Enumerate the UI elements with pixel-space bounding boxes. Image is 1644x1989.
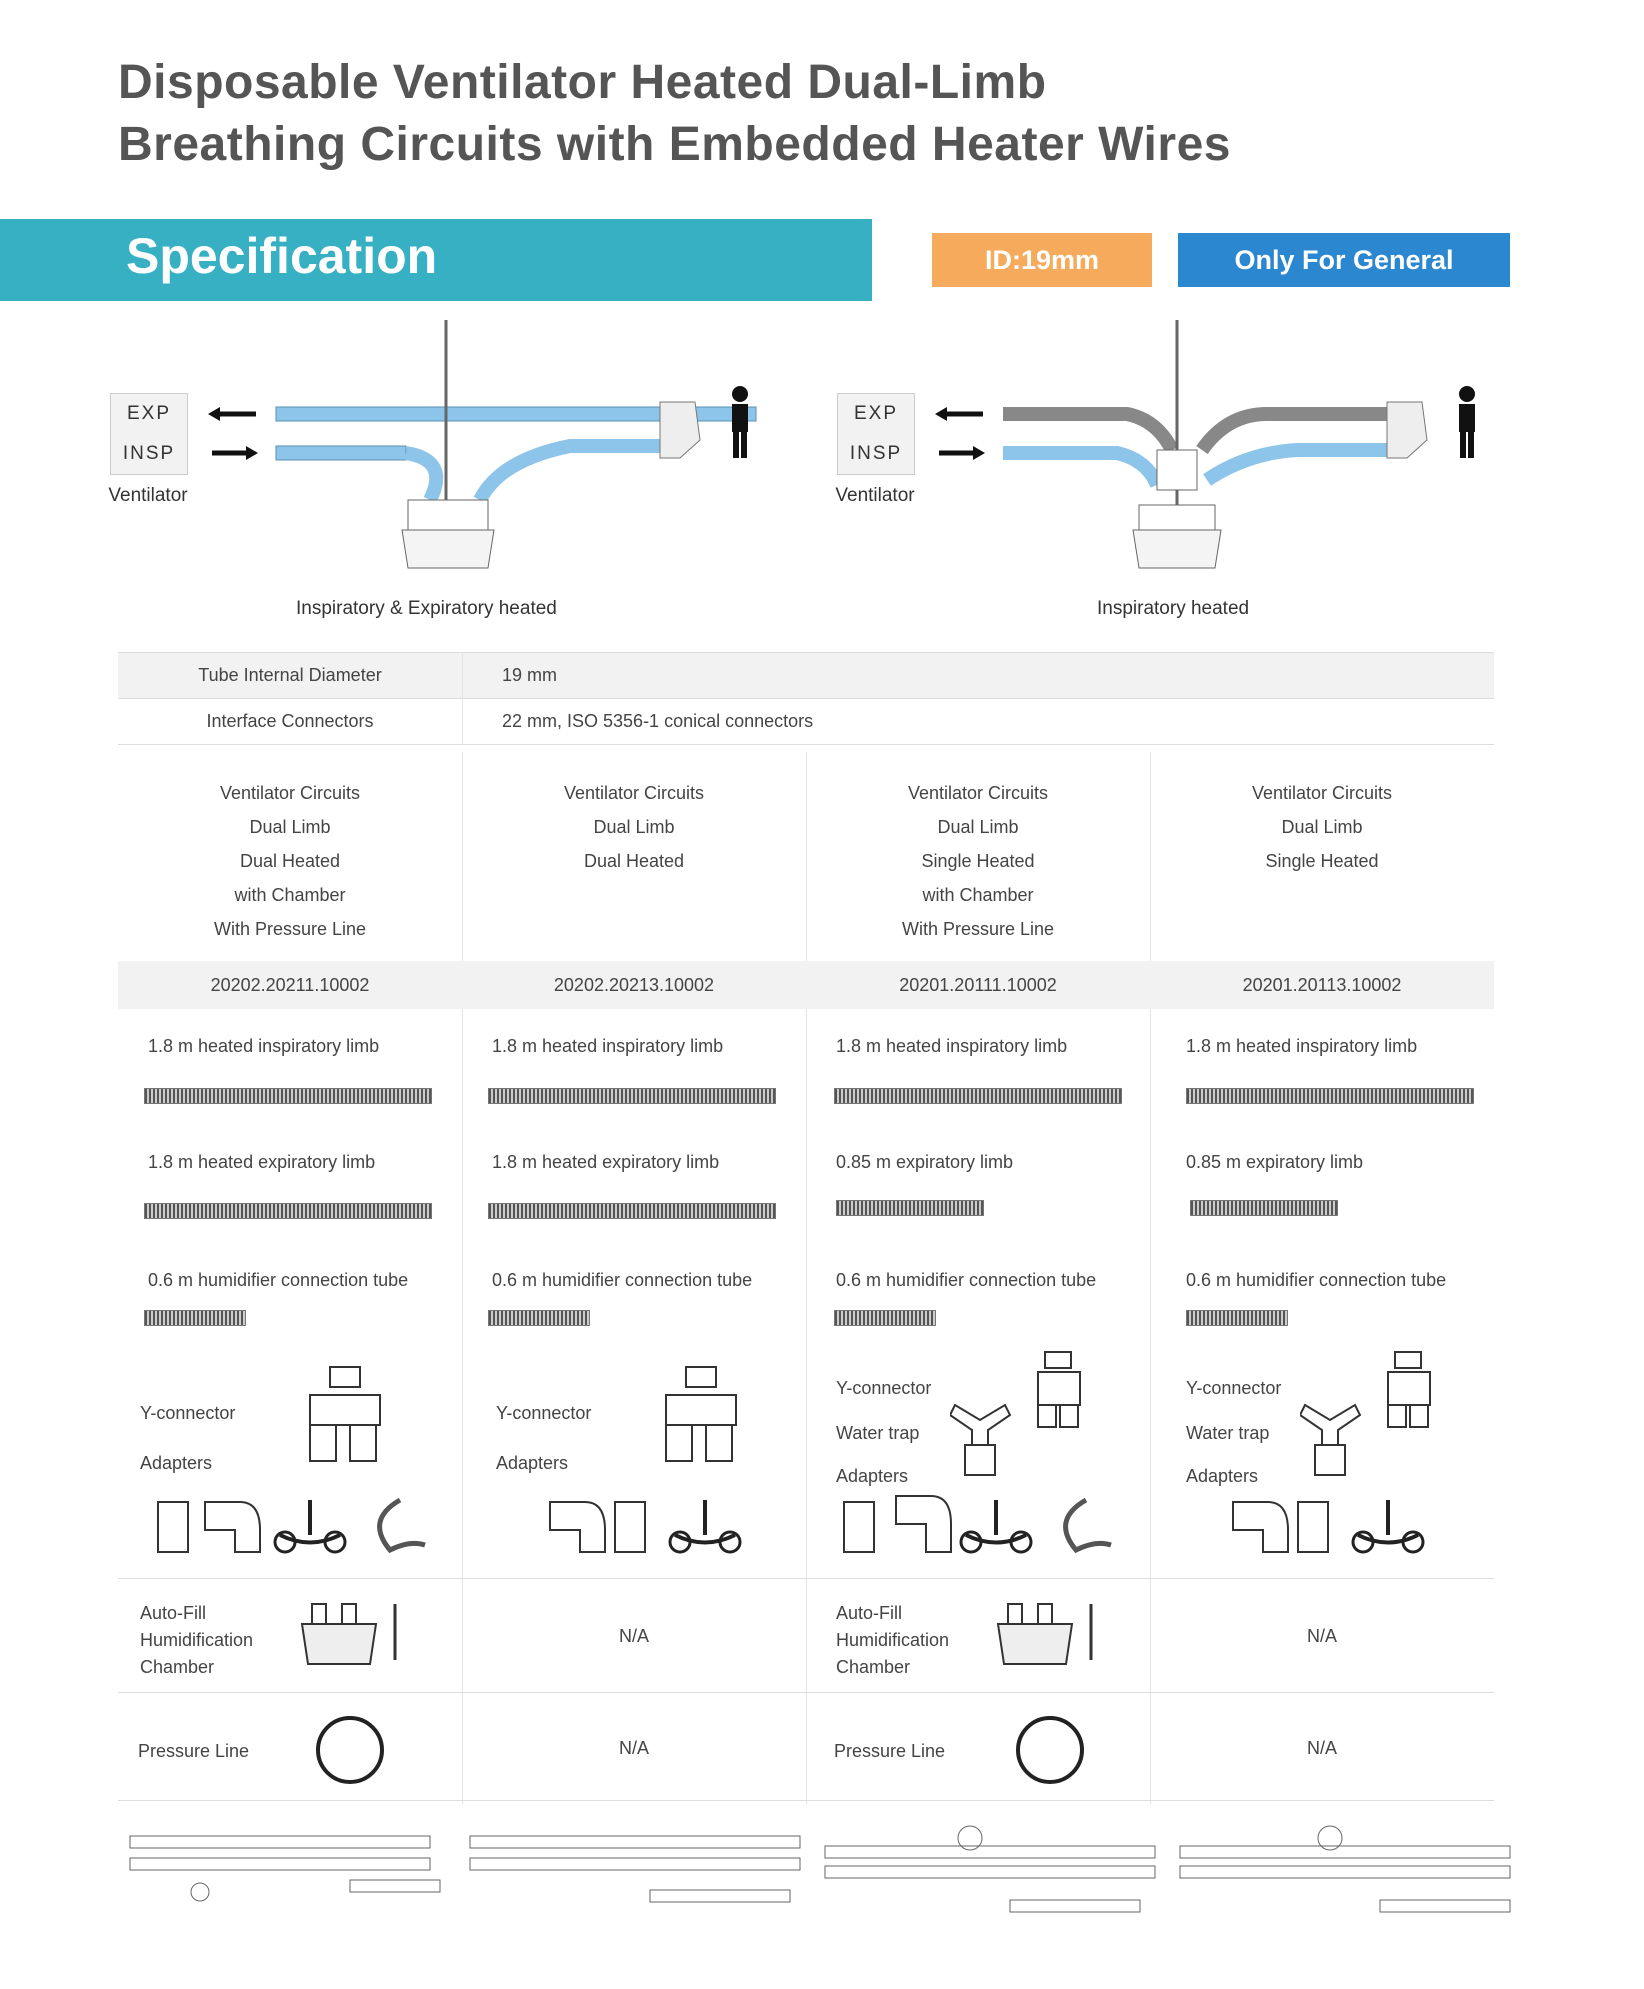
y-connector-label: Y-connector xyxy=(496,1403,592,1423)
tube-image xyxy=(834,1088,1122,1104)
exp-limb-label: 1.8 m heated expiratory limb xyxy=(148,1152,376,1172)
exp-limb-label: 0.85 m expiratory limb xyxy=(1186,1152,1364,1172)
chamber-line: Auto-Fill xyxy=(140,1603,207,1623)
tube-image xyxy=(144,1310,246,1326)
desc-line: with Chamber xyxy=(922,885,1034,905)
chamber-line: Humidification xyxy=(140,1630,254,1650)
desc-line: with Chamber xyxy=(234,885,346,905)
product-code: 20201.20113.10002 xyxy=(1242,975,1402,995)
water-trap-label: Water trap xyxy=(1186,1423,1270,1443)
pressure-line-label: Pressure Line xyxy=(138,1741,250,1761)
pressure-line-image xyxy=(1010,1710,1090,1790)
circuit-diagram-insp xyxy=(827,310,1567,590)
y-connector-label: Y-connector xyxy=(140,1403,236,1423)
tube-image xyxy=(836,1200,984,1216)
y-connector-water-trap-image xyxy=(1300,1350,1450,1480)
y-connector-image xyxy=(656,1365,756,1465)
water-trap-label: Water trap xyxy=(836,1423,920,1443)
tube-image xyxy=(144,1203,432,1219)
diagram-caption: Inspiratory & Expiratory heated xyxy=(296,598,557,619)
tube-image xyxy=(1186,1088,1474,1104)
adapters-image xyxy=(1228,1490,1438,1560)
desc-line: Dual Limb xyxy=(249,817,331,837)
kit-image-3 xyxy=(825,1826,1155,1912)
desc xyxy=(1150,776,1494,878)
diagram-dual-heated xyxy=(100,310,840,630)
product-code: 20202.20213.10002 xyxy=(553,975,715,995)
desc-line: Ventilator Circuits xyxy=(907,783,1049,803)
pressure-line-label: Pressure Line xyxy=(834,1741,946,1761)
id-badge: ID:19mm xyxy=(932,233,1152,287)
tube-image xyxy=(144,1088,432,1104)
exp-label: EXP xyxy=(126,403,172,424)
hum-tube-label: 0.6 m humidifier connection tube xyxy=(1186,1270,1447,1290)
title-line-1: Disposable Ventilator Heated Dual-Limb xyxy=(118,56,1047,109)
desc-line: Dual Limb xyxy=(1281,817,1363,837)
insp-label: INSP xyxy=(122,443,176,464)
product-code: 20202.20211.10002 xyxy=(210,975,370,995)
pressure-line-image xyxy=(310,1710,390,1790)
row-interface xyxy=(118,698,1494,744)
desc-line: Single Heated xyxy=(921,851,1035,871)
chamber-line: Chamber xyxy=(140,1657,215,1677)
desc xyxy=(462,776,806,878)
tube-image xyxy=(1190,1200,1338,1216)
insp-limb-label: 1.8 m heated inspiratory limb xyxy=(836,1036,1068,1056)
desc xyxy=(118,776,462,946)
y-connector-water-trap-image xyxy=(950,1350,1100,1480)
tube-image xyxy=(488,1088,776,1104)
desc-line: Dual Limb xyxy=(937,817,1019,837)
desc-line: With Pressure Line xyxy=(213,919,367,939)
adapters-image xyxy=(545,1490,755,1560)
hum-tube-label: 0.6 m humidifier connection tube xyxy=(492,1270,753,1290)
tube-image xyxy=(488,1310,590,1326)
desc-line: Ventilator Circuits xyxy=(219,783,361,803)
ventilator-label: Ventilator xyxy=(108,485,188,506)
adapters-image xyxy=(836,1490,1126,1560)
diagram-insp-heated xyxy=(827,310,1567,630)
general-badge: Only For General xyxy=(1178,233,1510,287)
chamber-na: N/A xyxy=(618,1626,649,1646)
circuit-diagram-heated xyxy=(100,310,840,590)
desc-line: Dual Heated xyxy=(239,851,341,871)
adapters-label: Adapters xyxy=(1186,1466,1259,1486)
desc-line: Single Heated xyxy=(1265,851,1379,871)
desc-line: Dual Heated xyxy=(583,851,685,871)
diagram-caption: Inspiratory heated xyxy=(1097,598,1250,619)
chamber-line: Auto-Fill xyxy=(836,1603,903,1623)
desc-line: Ventilator Circuits xyxy=(563,783,705,803)
chamber-label xyxy=(836,1600,949,1681)
tube-id-label: Tube Internal Diameter xyxy=(198,665,382,685)
adapters-label: Adapters xyxy=(140,1453,213,1473)
tube-image xyxy=(834,1310,936,1326)
interface-value: 22 mm, ISO 5356-1 conical connectors xyxy=(502,711,814,731)
chamber-line: Chamber xyxy=(836,1657,911,1677)
chamber-label xyxy=(140,1600,253,1681)
exp-label: EXP xyxy=(853,403,899,424)
chamber-image xyxy=(996,1600,1111,1670)
y-connector-label: Y-connector xyxy=(1186,1378,1282,1398)
insp-limb-label: 1.8 m heated inspiratory limb xyxy=(1186,1036,1418,1056)
row-tube-id xyxy=(118,652,1494,698)
title-line-2: Breathing Circuits with Embedded Heater Wires xyxy=(118,118,1231,171)
insp-limb-label: 1.8 m heated inspiratory limb xyxy=(148,1036,380,1056)
exp-limb-label: 1.8 m heated expiratory limb xyxy=(492,1152,720,1172)
product-code: 20201.20111.10002 xyxy=(899,975,1057,995)
page-title xyxy=(118,52,1231,176)
kit-image-2 xyxy=(470,1836,800,1902)
kit-images-row xyxy=(110,1820,1530,1940)
tube-id-value: 19 mm xyxy=(502,665,558,685)
hum-tube-label: 0.6 m humidifier connection tube xyxy=(836,1270,1097,1290)
pressure-na: N/A xyxy=(1306,1738,1337,1758)
specification-label: Specification xyxy=(126,228,438,284)
adapters-label: Adapters xyxy=(836,1466,909,1486)
desc xyxy=(806,776,1150,946)
y-connector-image xyxy=(300,1365,400,1465)
chamber-line: Humidification xyxy=(836,1630,950,1650)
exp-limb-label: 0.85 m expiratory limb xyxy=(836,1152,1014,1172)
tube-image xyxy=(488,1203,776,1219)
chamber-na: N/A xyxy=(1306,1626,1337,1646)
hum-tube-label: 0.6 m humidifier connection tube xyxy=(148,1270,409,1290)
interface-label: Interface Connectors xyxy=(206,711,374,731)
chamber-image xyxy=(300,1600,415,1670)
insp-label: INSP xyxy=(849,443,903,464)
kit-image-1 xyxy=(130,1836,440,1901)
adapters-image xyxy=(150,1490,440,1560)
specification-banner xyxy=(0,219,872,301)
y-connector-label: Y-connector xyxy=(836,1378,932,1398)
insp-limb-label: 1.8 m heated inspiratory limb xyxy=(492,1036,724,1056)
desc-line: Dual Limb xyxy=(593,817,675,837)
desc-line: Ventilator Circuits xyxy=(1251,783,1393,803)
pressure-na: N/A xyxy=(618,1738,649,1758)
desc-line: With Pressure Line xyxy=(901,919,1055,939)
kit-image-4 xyxy=(1180,1826,1510,1912)
adapters-label: Adapters xyxy=(496,1453,569,1473)
ventilator-label: Ventilator xyxy=(835,485,915,506)
tube-image xyxy=(1186,1310,1288,1326)
